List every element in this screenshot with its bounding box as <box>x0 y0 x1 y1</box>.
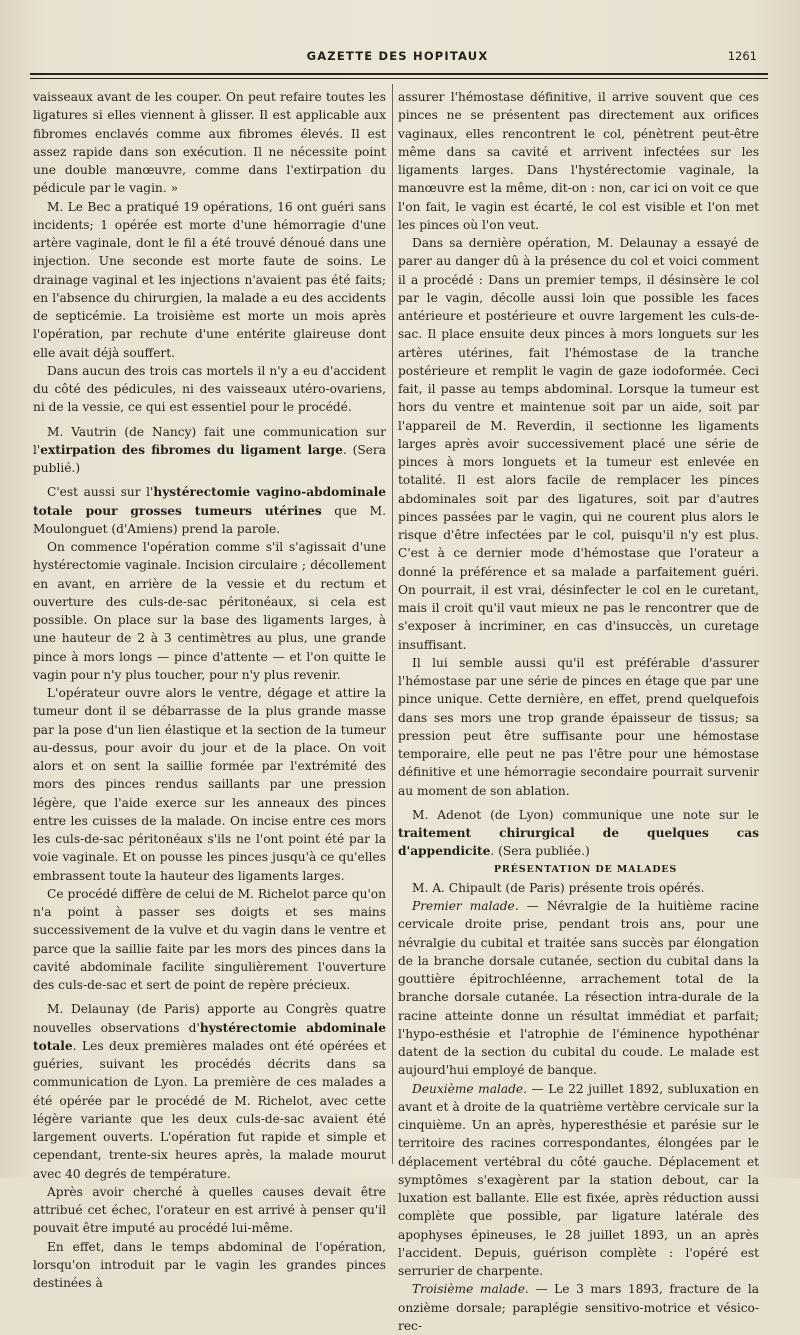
section-title: PRÉSENTATION DE MALADES <box>493 863 678 875</box>
paragraph: vaisseaux avant de les couper. On peut refaire toutes les ligatures si elles viennent à glisser. Il est applicable aux fibromes enclavés comme aux fibromes élevés. Il est assez rapide dans son exécution. Il ne nécessite point une double manœuvre, comme dans l'extirpation du pédicule par le vagin. » <box>33 90 386 196</box>
paragraph: Après avoir cherché à quelles causes devait être attribué cet échec, l'orateur en est arrivé à penser qu'il pouvait être imputé au procédé lui-même. <box>33 1184 386 1236</box>
paragraph <box>398 897 759 1080</box>
paragraph <box>33 483 386 538</box>
bold-topic: traitement chirurgical de quelques cas d'appendicite <box>398 826 759 859</box>
header-rule-thin <box>30 78 768 79</box>
case-label: Premier malade. <box>412 899 519 913</box>
text-span: . (Sera publié.) <box>33 442 386 475</box>
text-span: . (Sera publiée.) <box>490 844 590 859</box>
header-rule <box>30 73 768 75</box>
paragraph: On commence l'opération comme s'il s'agissait d'une hystérectomie vaginale. Incision circulaire ; décollement en avant, en arrière de la vessie et du rectum et ouverture des culs-de-sac péritonéaux, si cela est possible. On place sur la base des ligaments larges, à une hauteur de 2 à 3 centimètres au plus, une grande pince à mors longs — pince d'attente — et l'on quitte le vagin pour n'y plus toucher, pour n'y plus revenir. <box>33 540 386 682</box>
paragraph: Dans aucun des trois cas mortels il n'y a eu d'accident du côté des pédicules, ni des vaisseaux utéro-ovariens, ni de la vessie, ce qui est essentiel pour le procédé. <box>33 363 386 415</box>
column-divider <box>392 84 393 1164</box>
paragraph: En effet, dans le temps abdominal de l'opération, lorsqu'on introduit par le vagin les grandes pinces destinées à <box>33 1239 386 1290</box>
paragraph: Dans sa dernière opération, M. Delaunay a essayé de parer au danger dû à la présence du col et voici comment il a procédé : Dans un premier temps, il désinsère le col par le vagin, décolle aussi loin que possible les faces antérieure et postérieure et ouvre largement les culs-de-sac. Il place ensuite deux pinces à mors longuets sur les artères utérines, fait l'hémostase de la tranche postérieure et remplit le vagin de gaze iodoformée. Ceci fait, il passe au temps abdominal. Lorsque la tumeur est hors du ventre et maintenue soit par un aide, soit par l'appareil de M. Reverdin, il sectionne les ligaments larges après avoir successivement placé une série de pinces à mors longuets et la tumeur est enlevée en totalité. Il est alors facile de remplacer les pinces abdominales soit par des ligatures, soit par d'autres pinces passées par le vagin, qui ne courent plus alors le risque d'être infectées par le col, puisqu'il n'y est plus. C'est à ce dernier mode d'hémostase que l'orateur a donné la préférence et sa malade a parfaitement guéri. On pourrait, il est vrai, désinfecter le col en le curetant, mais il croit qu'il vaut mieux ne pas le rencontrer que de s'exposer à incriminer, en cas d'insuccès, un curetage insuffisant. <box>398 236 759 652</box>
left-column <box>33 88 386 1292</box>
text-span: M. Vautrin (de Nancy) fait une communication sur l' <box>33 424 386 457</box>
paragraph <box>33 1000 386 1183</box>
page-header <box>30 46 765 68</box>
text-span: que M. Moulonguet (d'Amiens) prend la parole. <box>33 503 386 536</box>
bold-topic: hystérectomie abdominale totale <box>33 1020 386 1053</box>
paragraph: M. Le Bec a pratiqué 19 opérations, 16 ont guéri sans incidents; 1 opérée est morte d'une hémorragie d'une artère vaginale, dont le fil a été trouvé dénoué dans une injection. Une seconde est morte faute de soins. Le drainage vaginal et les injections n'avaient pas été faits; en l'absence du chirurgien, la malade a eu des accidents de septicémie. La troisième est morte un mois après l'opération, par rechute d'une entérite glaireuse dont elle avait déjà souffert. <box>33 199 386 360</box>
right-column <box>398 88 759 1335</box>
text-span: M. Adenot (de Lyon) communique une note sur le <box>412 807 759 822</box>
paragraph: assurer l'hémostase définitive, il arrive souvent que ces pinces ne se présentent pas directement aux orifices vaginaux, elles rencontrent le col, pénètrent peut-être même dans sa cavité et arrivent infectées sur les ligaments larges. Dans l'hystérectomie vaginale, la manœuvre est la même, dit-on : non, car ici on voit ce que l'on fait, le vagin est écarté, le col est visible et l'on met les pinces où l'on veut. <box>398 90 759 232</box>
case-label: Troisième malade. <box>412 1282 529 1297</box>
paragraph <box>398 1080 759 1281</box>
text-span: M. Delaunay (de Paris) apporte au Congrès quatre nouvelles observations d' <box>33 1002 386 1035</box>
text-span: — Le 22 juillet 1892, subluxation en avant et à droite de la quatrième vertèbre cervicale sur la cinquième. Un an après, hyperesthésie et parésie sur le territoire des racines correspondantes, élongées par le déplacement vertébral du côté gauche. Déplacement et symptômes s'exagèrent par la station debout, car la luxation est ballante. Elle est fixée, après réduction aussi complète que possible, par ligature latérale des apophyses épineuses, le 28 juillet 1893, un an après l'accident. Depuis, guérison complète : l'opéré est serrurier de charpente. <box>398 1081 759 1278</box>
case-label: Deuxième malade. <box>412 1081 528 1096</box>
text-span: — Névralgie de la huitième racine cervicale droite prise, pendant trois ans, pour une névralgie du cubital et traitée sans succès par élongation de la branche dorsale cutanée, section du cubital dans la gouttière épitrochléenne, arrachement total de la branche dorsale cutanée. La résection intra-durale de la racine atteinte donne un résultat immédiat et parfait; l'hypo-esthésie et l'atrophie de l'éminence hypothénar datent de la section du cubital du coude. Le malade est aujourd'hui employé de banque. <box>398 899 759 1078</box>
paragraph: M. A. Chipault (de Paris) présente trois opérés. <box>412 880 705 895</box>
bold-topic: hystérectomie vagino-abdominale totale pour grosses tumeurs utérines <box>33 485 386 518</box>
paragraph <box>398 806 759 861</box>
text-span: C'est aussi sur l' <box>47 485 154 500</box>
page-number: 1261 <box>727 49 757 63</box>
paragraph: Il lui semble aussi qu'il est préférable d'assurer l'hémostase par une série de pinces en étage que par une pince unique. Cette dernière, en effet, prend quelquefois dans ses mors une trop grande épaisseur de tissus; sa pression peut être suffisante pour une hémostase temporaire, elle peut ne pas l'être pour une hémostase définitive et une hémorragie secondaire pourrait survenir au moment de son ablation. <box>398 655 759 798</box>
paragraph: Ce procédé diffère de celui de M. Richelot parce qu'on n'a point à passer ses doigts et ses mains successivement de la vulve et du vagin dans le ventre et parce que la saillie faite par les mors des pinces dans la cavité abdominale facilite singulièrement l'ouverture des culs-de-sac et sert de point de repère précieux. <box>33 886 386 992</box>
journal-title: GAZETTE DES HOPITAUX <box>306 49 489 63</box>
bold-topic: extirpation des fibromes du ligament large <box>40 442 343 457</box>
paragraph <box>33 423 386 478</box>
paragraph: L'opérateur ouvre alors le ventre, dégage et attire la tumeur dont il se débarrasse de la plus grande masse par la pose d'un lien élastique et la section de la tumeur au-dessus, pour avoir du jour et de la place. On voit alors et on sent la saillie formée par l'extrémité des mors des pinces rendus saillants par une pression légère, que l'aide exerce sur les anneaux des pinces entre les cuisses de la malade. On incise entre ces mors les culs-de-sac péritonéaux s'ils ne l'ont point été par la voie vaginale. Et on pousse les pinces jusqu'à ce qu'elles embrassent toute la hauteur des ligaments larges. <box>33 686 386 883</box>
text-span: — Le 3 mars 1893, fracture de la onzième dorsale; paraplégie sensitivo-motrice et vésico-rec- <box>398 1282 759 1333</box>
text-span: . Les deux premières malades ont été opérées et guéries, suivant les procédés décrits dans sa communication de Lyon. La première de ces malades a été opérée par le procédé de M. Richelot, avec cette légère variante que les deux culs-de-sac avaient été largement ouverts. L'opération fut rapide et simple et cependant, trente-six heures après, la malade mourut avec 40 degrés de température. <box>33 1038 386 1181</box>
paragraph <box>398 1280 759 1335</box>
